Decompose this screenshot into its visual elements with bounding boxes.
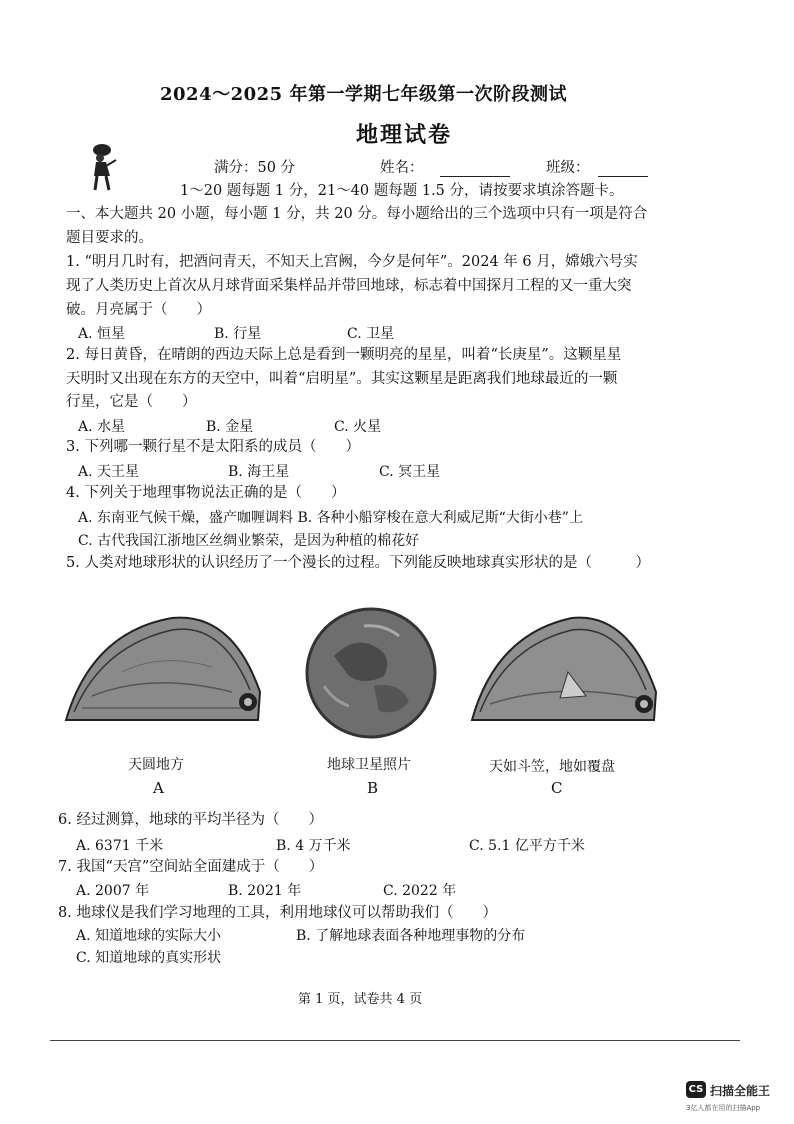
q8-option-b: B. 了解地球表面各种地理事物的分布 [296, 928, 526, 944]
q4-option-c: C. 古代我国江浙地区丝绸业繁荣，是因为种植的棉花好 [78, 533, 420, 549]
section-heading-cont: 题目要求的。 [66, 230, 153, 246]
q2-option-b: B. 金星 [206, 419, 254, 435]
q3-option-c: C. 冥王星 [379, 464, 441, 480]
q4-options-ab: A. 东南亚气候干燥，盛产咖喱调料 B. 各种小船穿梭在意大利威尼斯“大街小巷”上 [78, 510, 583, 526]
figure-a-letter: A [153, 779, 164, 797]
camscanner-tagline: 3亿人都在用的扫描App [686, 1104, 761, 1112]
figure-c-letter: C [551, 779, 563, 797]
q6-option-c: C. 5.1 亿平方千米 [469, 838, 585, 854]
q1-option-c: C. 卫星 [347, 326, 395, 342]
figure-a-dome-illustration [62, 612, 268, 726]
question-2-cont2: 行星，它是（ ） [66, 394, 197, 410]
mascot-icon [86, 140, 120, 192]
q3-option-b: B. 海王星 [228, 464, 290, 480]
bottom-divider [50, 1040, 740, 1041]
question-1: 1. “明月几时有，把酒问青天，不知天上宫阙，今夕是何年”。2024 年 6 月，嫦娥六号实 [66, 254, 638, 270]
q7-option-c: C. 2022 年 [383, 883, 457, 899]
figure-a-caption: 天圆地方 [128, 757, 184, 773]
camscanner-name: 扫描全能王 [710, 1084, 771, 1098]
question-7: 7. 我国“天宫”空间站全面建成于（ ） [58, 859, 324, 875]
question-8: 8. 地球仪是我们学习地理的工具，利用地球仪可以帮助我们（ ） [58, 905, 497, 921]
question-1-cont: 现了人类历史上首次从月球背面采集样品并带回地球，标志着中国探月工程的又一重大突 [66, 278, 632, 294]
figure-c-caption: 天如斗笠，地如覆盘 [489, 759, 615, 775]
q6-option-a: A. 6371 千米 [76, 838, 164, 854]
q3-option-a: A. 天王星 [78, 464, 140, 480]
question-6: 6. 经过测算，地球的平均半径为（ ） [58, 812, 323, 828]
q7-option-a: A. 2007 年 [76, 883, 150, 899]
q1-option-b: B. 行星 [214, 326, 262, 342]
exam-title: 2024～2025 年第一学期七年级第一次阶段测试 [160, 84, 567, 105]
question-4: 4. 下列关于地理事物说法正确的是（ ） [66, 485, 346, 501]
figure-c-hat-illustration [468, 612, 664, 726]
question-5: 5. 人类对地球形状的认识经历了一个漫长的过程。下列能反映地球真实形状的是（ ） [66, 555, 650, 571]
figure-b-caption: 地球卫星照片 [327, 757, 411, 773]
q8-option-c: C. 知道地球的真实形状 [76, 950, 222, 966]
section-heading: 一、本大题共 20 小题，每小题 1 分，共 20 分。每小题给出的三个选项中只有一项是符合 [66, 206, 648, 222]
question-3: 3. 下列哪一颗行星不是太阳系的成员（ ） [66, 439, 360, 455]
question-2-cont: 天明时又出现在东方的天空中，叫着“启明星”。其实这颗星是距离我们地球最近的一颗 [66, 371, 618, 387]
question-1-cont2: 破。月亮属于（ ） [66, 302, 211, 318]
figure-b-earth-photo [304, 606, 438, 740]
page-footer: 第 1 页，试卷共 4 页 [298, 992, 423, 1007]
camscanner-logo: CS [686, 1081, 706, 1098]
question-2: 2. 每日黄昏，在晴朗的西边天际上总是看到一颗明亮的星星，叫着“长庚星”。这颗星星 [66, 347, 622, 363]
q6-option-b: B. 4 万千米 [276, 838, 351, 854]
q7-option-b: B. 2021 年 [228, 883, 302, 899]
class-label: 班级： [546, 160, 590, 176]
instructions: 1～20 题每题 1 分，21～40 题每题 1.5 分，请按要求填涂答题卡。 [180, 183, 624, 199]
q2-option-a: A. 水星 [78, 419, 126, 435]
name-label: 姓名： [380, 160, 424, 176]
class-blank [598, 160, 648, 177]
score-label: 满分：50 分 [214, 160, 296, 176]
exam-subtitle: 地理试卷 [356, 122, 453, 148]
figure-b-letter: B [367, 779, 379, 797]
name-blank [440, 160, 510, 177]
q2-option-c: C. 火星 [334, 419, 382, 435]
q1-option-a: A. 恒星 [78, 326, 126, 342]
q8-option-a: A. 知道地球的实际大小 [76, 928, 222, 944]
